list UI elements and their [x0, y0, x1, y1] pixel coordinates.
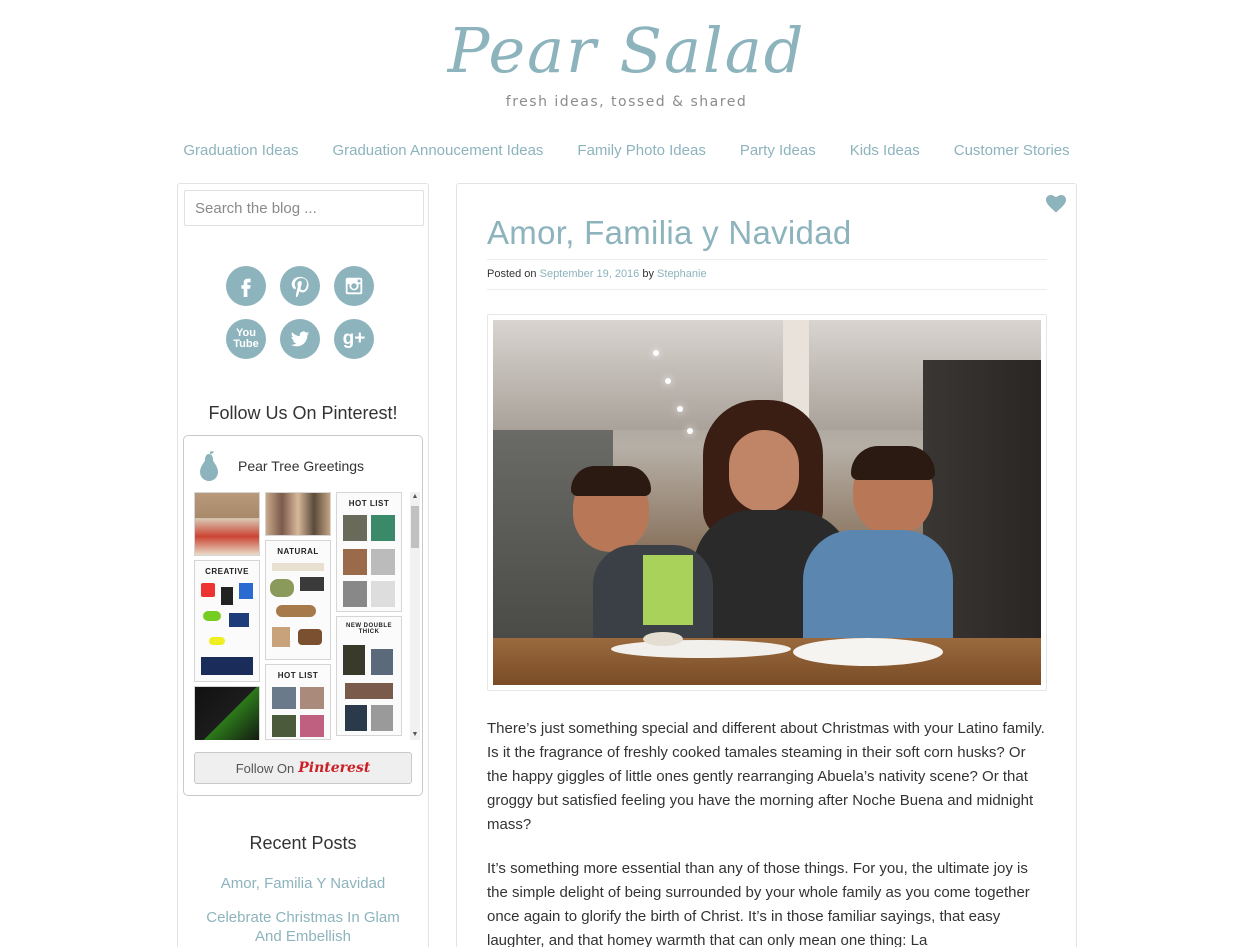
post-article — [456, 183, 1077, 947]
pin-tile-label: NEW DOUBLE THICK — [346, 623, 392, 635]
nav-item-customer-stories[interactable]: Customer Stories — [953, 142, 1070, 159]
post-paragraph: It’s something more essential than any of those things. For you, the ultimate joy is the simple delight of being surrounded by your whole family as you come together once again to glorify the birth of Christ. It’s in those familiar sayings, that easy laughter, and that homey warmth that can only mean one thing: La — [487, 860, 1030, 947]
nav-item-graduation-announcement-ideas[interactable]: Graduation Annoucement Ideas — [332, 142, 544, 159]
nav-item-kids-ideas[interactable]: Kids Ideas — [849, 142, 920, 159]
search-input[interactable] — [184, 190, 424, 226]
follow-on-label: Follow On — [235, 760, 295, 776]
instagram-icon[interactable] — [334, 266, 374, 306]
post-title: Amor, Familia y Navidad — [487, 214, 852, 251]
pinterest-widget — [183, 435, 423, 796]
pin-tile[interactable] — [336, 492, 402, 612]
pin-tile[interactable] — [194, 686, 260, 740]
scroll-up-arrow-icon[interactable]: ▲ — [411, 493, 419, 500]
main-nav — [0, 140, 1253, 162]
pin-tile[interactable] — [265, 492, 331, 536]
pin-tile[interactable] — [194, 560, 260, 682]
social-icons — [226, 266, 386, 372]
site-logo[interactable]: Pear Salad — [447, 14, 806, 87]
pin-tile-label: CREATIVE — [205, 567, 249, 576]
pin-tile[interactable] — [265, 540, 331, 660]
scroll-down-arrow-icon[interactable]: ▼ — [411, 731, 419, 738]
recent-post-link[interactable]: Amor, Familia Y Navidad — [220, 875, 386, 892]
nav-item-graduation-ideas[interactable]: Graduation Ideas — [183, 142, 299, 159]
post-paragraph: There’s just something special and different about Christmas with your Latino family. Is it the fragrance of freshly cooked tamales steaming in their soft corn husks? Or the happy giggles of little ones gently rearranging Abuela’s nativity scene? Or that groggy but satisfied feeling you have the morning after Noche Buena and midnight mass? — [487, 720, 1045, 833]
google-plus-icon[interactable] — [334, 319, 374, 359]
pinterest-board[interactable] — [194, 492, 409, 740]
post-meta — [487, 259, 1047, 290]
by-label: by — [642, 268, 654, 280]
pin-tile-label: NATURAL — [277, 547, 319, 556]
pinterest-icon[interactable] — [280, 266, 320, 306]
twitter-icon[interactable] — [280, 319, 320, 359]
follow-pinterest-heading: Follow Us On Pinterest! — [208, 403, 398, 423]
nav-item-party-ideas[interactable]: Party Ideas — [739, 142, 816, 159]
post-author-link[interactable]: Stephanie — [657, 268, 707, 280]
pin-tile-label: HOT LIST — [277, 671, 319, 680]
scroll-thumb[interactable] — [411, 506, 419, 548]
recent-posts-heading: Recent Posts — [249, 833, 357, 853]
pinterest-profile-name: Pear Tree Greetings — [238, 458, 365, 474]
sidebar — [177, 183, 429, 947]
recent-posts-list — [178, 874, 428, 947]
post-date-link[interactable]: September 19, 2016 — [539, 268, 640, 280]
google-plus-icon-text: g+ — [342, 328, 366, 349]
youtube-icon-text: You Tube — [233, 327, 259, 350]
pinterest-brand-label: Pinterest — [298, 760, 371, 776]
pear-logo-icon — [196, 450, 222, 482]
pin-tile[interactable] — [336, 616, 402, 736]
recent-post-link[interactable]: Celebrate Christmas In Glam And Embellish — [206, 909, 400, 945]
heart-icon[interactable] — [1046, 195, 1066, 213]
follow-on-pinterest-button[interactable] — [194, 752, 412, 784]
pinterest-profile[interactable] — [196, 450, 364, 482]
nav-item-family-photo-ideas[interactable]: Family Photo Ideas — [577, 142, 706, 159]
pin-tile-label: HOT LIST — [348, 499, 390, 508]
post-featured-image — [487, 314, 1047, 691]
posted-on-label: Posted on — [487, 268, 537, 280]
youtube-icon[interactable] — [226, 319, 266, 359]
site-header — [0, 0, 1253, 125]
site-tagline: fresh ideas, tossed & shared — [505, 94, 748, 110]
facebook-icon[interactable] — [226, 266, 266, 306]
pin-tile[interactable] — [265, 664, 331, 740]
pin-tile[interactable] — [194, 492, 260, 556]
pinterest-scrollbar[interactable] — [410, 492, 420, 740]
family-photo — [493, 320, 1041, 685]
